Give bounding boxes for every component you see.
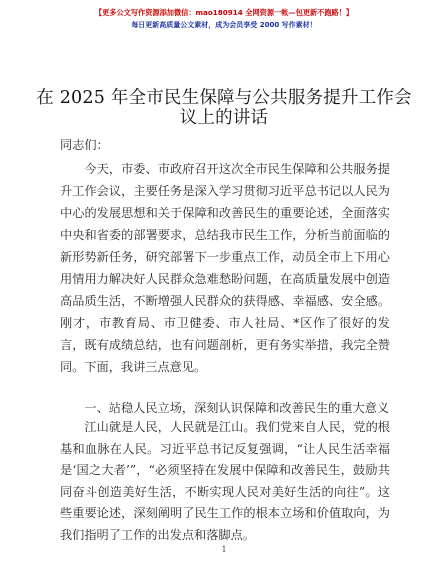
section-heading-1: 一、站稳人民立场，深刻认识保障和改善民生的重大意义 — [84, 401, 390, 415]
paragraph-opening: 今天，市委、市政府召开这次全市民生保障和公共服务提升工作会议，主要任务是深入学习贯彻习近平总书记以人民为中心的发展思想和关于保障和改善民生的重要论述，全面落实中央和省委的部署要求，总结我市民生工作，分析当前面临的新形势新任务，研究部署下一步重点工作，动员全市上下用心用情用力解决好人民群众急难愁盼问题，在高质量发展中创造高品质生活，不断增强人民群众的获得感、幸福感、安全感。刚才，市教育局、市卫健委、市人社局、*区作了很好的发言，既有成绩总结，也有问题剖析，更有务实举措，我完全赞同。下面，我讲三点意见。 — [60, 162, 390, 374]
page-number: 1 — [221, 545, 227, 554]
salutation: 同志们： — [60, 138, 109, 152]
document-title: 在 2025 年全市民生保障与公共服务提升工作会议上的讲话 — [36, 88, 412, 128]
paragraph-section-1: 江山就是人民，人民就是江山。我们党来自人民，党的根基和血脉在人民。习近平总书记反复强调，“让人民生活幸福是‘国之大者’”，“必须坚持在发展中保障和改善民生，鼓励共同奋斗创造美好生活，不断实现人民对美好生活的向往”。这些重要论述，深刻阐明了民生工作的根本立场和价值取向，为我们指明了工作的出发点和落脚点。 — [60, 420, 390, 542]
promo-banner-line-2: 每日更新高质量公文素材，成为会员享受 2000 写作素材！ — [131, 21, 317, 29]
promo-banner-line-1: 【更多公文写作资源添加微信：mao180914 全网资源一帐—包更新不跑路！】 — [94, 8, 354, 17]
